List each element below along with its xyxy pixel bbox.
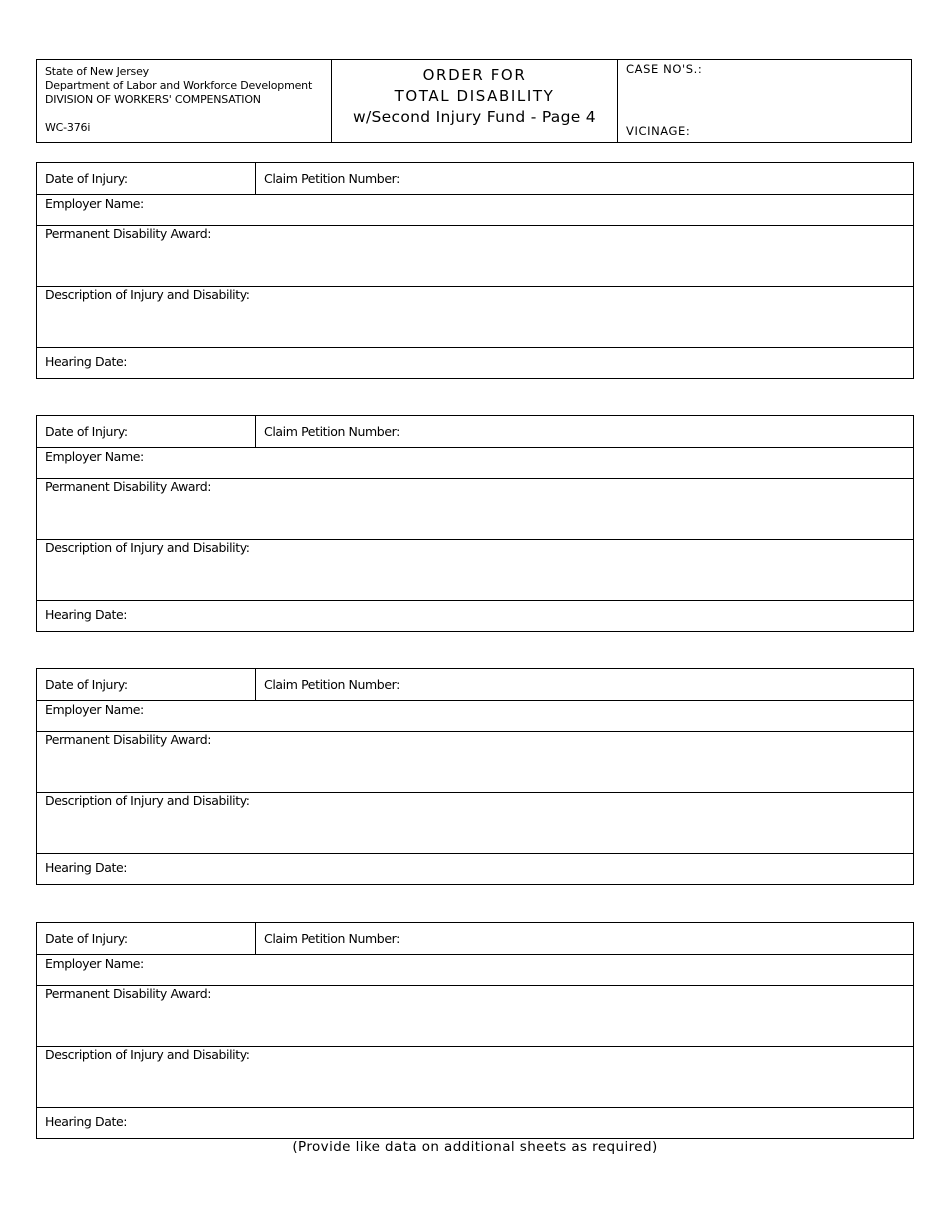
description-field[interactable] [37,287,913,348]
employer-name-label: Employer Name: [45,702,144,717]
date-of-injury-field[interactable] [37,416,256,447]
date-of-injury-label: Date of Injury: [45,931,128,946]
date-of-injury-field[interactable] [37,163,256,194]
claim-petition-number-label: Claim Petition Number: [264,931,400,946]
employer-name-field[interactable] [37,448,913,479]
employer-name-label: Employer Name: [45,449,144,464]
description-label: Description of Injury and Disability: [45,1047,250,1062]
permanent-disability-award-label: Permanent Disability Award: [45,479,212,494]
claim-block-4 [36,922,914,1139]
date-of-injury-field[interactable] [37,923,256,954]
hearing-date-field[interactable] [37,1108,913,1138]
employer-name-field[interactable] [37,955,913,986]
footer-note: (Provide like data on additional sheets as required) [292,1139,658,1155]
permanent-disability-award-field[interactable] [37,986,913,1047]
permanent-disability-award-label: Permanent Disability Award: [45,226,212,241]
permanent-disability-award-label: Permanent Disability Award: [45,732,212,747]
date-of-injury-field[interactable] [37,669,256,700]
description-label: Description of Injury and Disability: [45,540,250,555]
hearing-date-field[interactable] [37,601,913,631]
claim-petition-number-label: Claim Petition Number: [264,677,400,692]
permanent-disability-award-label: Permanent Disability Award: [45,986,212,1001]
form-title [332,60,618,142]
injury-claim-row [37,416,913,448]
hearing-date-field[interactable] [37,854,913,884]
title-line-3: w/Second Injury Fund - Page 4 [353,108,596,126]
employer-name-field[interactable] [37,701,913,732]
claim-petition-number-field[interactable] [256,416,913,447]
employer-name-field[interactable] [37,195,913,226]
permanent-disability-award-field[interactable] [37,479,913,540]
description-label: Description of Injury and Disability: [45,793,250,808]
claim-petition-number-label: Claim Petition Number: [264,424,400,439]
injury-claim-row [37,669,913,701]
employer-name-label: Employer Name: [45,196,144,211]
claim-petition-number-field[interactable] [256,923,913,954]
state-name: State of New Jersey [45,65,149,78]
injury-claim-row [37,163,913,195]
case-info[interactable] [618,60,911,142]
claim-petition-number-field[interactable] [256,163,913,194]
case-numbers-label: CASE NO'S.: [626,62,703,76]
hearing-date-label: Hearing Date: [45,1114,128,1129]
claim-petition-number-label: Claim Petition Number: [264,171,400,186]
date-of-injury-label: Date of Injury: [45,424,128,439]
claim-block-2 [36,415,914,632]
agency-info [37,60,332,142]
hearing-date-label: Hearing Date: [45,607,128,622]
date-of-injury-label: Date of Injury: [45,171,128,186]
claim-block-3 [36,668,914,885]
description-field[interactable] [37,793,913,854]
claim-petition-number-field[interactable] [256,669,913,700]
claim-block-1 [36,162,914,379]
employer-name-label: Employer Name: [45,956,144,971]
date-of-injury-label: Date of Injury: [45,677,128,692]
title-line-1: ORDER FOR [422,66,527,84]
department-name: Department of Labor and Workforce Development [45,79,313,92]
description-field[interactable] [37,540,913,601]
hearing-date-field[interactable] [37,348,913,378]
description-field[interactable] [37,1047,913,1108]
title-line-2: TOTAL DISABILITY [394,87,555,105]
hearing-date-label: Hearing Date: [45,860,128,875]
permanent-disability-award-field[interactable] [37,226,913,287]
description-label: Description of Injury and Disability: [45,287,250,302]
form-number: WC-376i [45,121,91,134]
form-header [36,59,912,143]
injury-claim-row [37,923,913,955]
hearing-date-label: Hearing Date: [45,354,128,369]
division-name: DIVISION OF WORKERS' COMPENSATION [45,93,261,106]
vicinage-label: VICINAGE: [626,124,691,138]
permanent-disability-award-field[interactable] [37,732,913,793]
